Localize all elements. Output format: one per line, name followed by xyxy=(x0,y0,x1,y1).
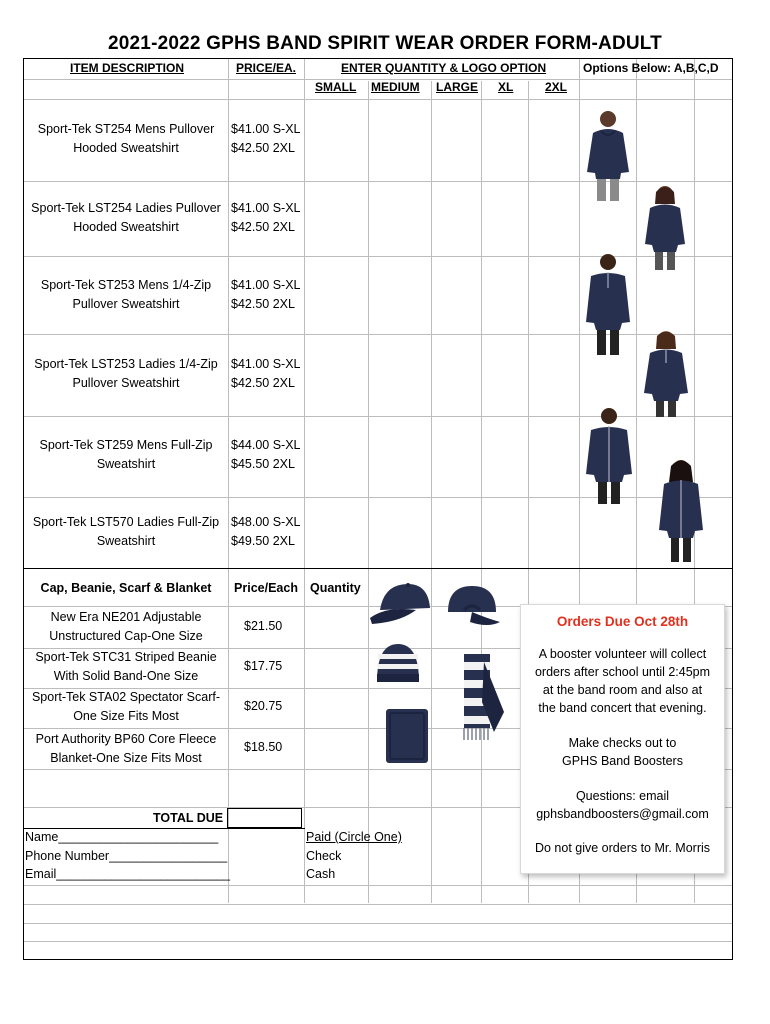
accessory-item-description xyxy=(24,648,228,686)
ladies-quarter-zip-photo xyxy=(640,327,692,417)
header-size-medium: MEDIUM xyxy=(371,80,420,94)
item-name-line2: One Size Fits Most xyxy=(73,709,179,723)
item-name-line2: Sweatshirt xyxy=(96,457,156,471)
header-size-large: LARGE xyxy=(436,80,478,94)
item-name-line2: Pullover Sweatshirt xyxy=(72,297,180,311)
page-title: 2021-2022 GPHS BAND SPIRIT WEAR ORDER FORM-ADULT xyxy=(108,33,662,54)
mens-full-zip-photo xyxy=(583,404,635,504)
notice-line: Make checks out to xyxy=(568,736,677,750)
accessory-price: $17.75 xyxy=(244,659,283,673)
accessories-header-quantity: Quantity xyxy=(310,581,361,595)
payment-option-check[interactable]: Check xyxy=(306,849,342,863)
apparel-item-description xyxy=(24,436,228,474)
header-size-2xl: 2XL xyxy=(545,80,568,94)
apparel-item-description xyxy=(24,513,228,551)
price-s-xl: $48.00 S-XL xyxy=(231,515,301,529)
item-name-line1: Port Authority BP60 Core Fleece xyxy=(35,732,217,746)
price-s-xl: $41.00 S-XL xyxy=(231,357,301,371)
order-notice xyxy=(520,604,725,874)
item-name-line1: Sport-Tek LST253 Ladies 1/4-Zip xyxy=(34,357,218,371)
accessory-item-description xyxy=(24,730,228,768)
item-name-line1: New Era NE201 Adjustable xyxy=(50,610,202,624)
apparel-price xyxy=(231,199,301,237)
item-name-line2: Hooded Sweatshirt xyxy=(73,220,179,234)
accessory-item-description xyxy=(24,608,228,646)
item-name-line1: Sport-Tek ST254 Mens Pullover xyxy=(37,122,215,136)
item-name-line1: Sport-Tek LST570 Ladies Full-Zip xyxy=(32,515,220,529)
price-s-xl: $41.00 S-XL xyxy=(231,201,301,215)
price-2xl: $42.50 2XL xyxy=(231,141,295,155)
mens-pullover-hoodie-photo xyxy=(583,107,633,202)
item-name-line1: Sport-Tek STA02 Spectator Scarf- xyxy=(31,690,221,704)
ladies-full-zip-photo xyxy=(655,456,707,562)
item-name-line1: Sport-Tek LST254 Ladies Pullover xyxy=(31,201,221,215)
name-field[interactable]: Name_______________________ xyxy=(25,830,219,844)
accessory-price: $21.50 xyxy=(244,619,283,633)
item-name-line1: Sport-Tek ST253 Mens 1/4-Zip xyxy=(40,278,212,292)
header-price-each: PRICE/EA. xyxy=(236,61,297,75)
total-due-label: TOTAL DUE xyxy=(153,811,224,825)
apparel-item-description xyxy=(24,276,228,314)
price-s-xl: $41.00 S-XL xyxy=(231,278,301,292)
item-name-line2: Sweatshirt xyxy=(96,534,156,548)
striped-beanie-photo xyxy=(373,640,423,686)
item-name-line1: Sport-Tek STC31 Striped Beanie xyxy=(35,650,217,664)
apparel-item-description xyxy=(24,120,228,158)
price-2xl: $42.50 2XL xyxy=(231,220,295,234)
apparel-price xyxy=(231,120,301,158)
ladies-pullover-hoodie-photo xyxy=(640,182,690,270)
notice-line: at the band room and also at xyxy=(542,683,703,697)
header-enter-quantity: ENTER QUANTITY & LOGO OPTION xyxy=(341,61,547,75)
item-name-line2: With Solid Band-One Size xyxy=(53,669,199,683)
notice-line: orders after school until 2:45pm xyxy=(534,665,711,679)
item-name-line1: Sport-Tek ST259 Mens Full-Zip xyxy=(39,438,213,452)
notice-line: A booster volunteer will collect xyxy=(538,647,707,661)
price-s-xl: $44.00 S-XL xyxy=(231,438,301,452)
header-options: Options Below: A,B,C,D xyxy=(583,61,719,75)
orders-due-heading: Orders Due Oct 28th xyxy=(556,614,689,629)
spectator-scarf-photo xyxy=(456,652,508,742)
accessories-header-item: Cap, Beanie, Scarf & Blanket xyxy=(40,581,212,595)
price-2xl: $49.50 2XL xyxy=(231,534,295,548)
mens-quarter-zip-photo xyxy=(583,250,633,355)
notice-line: Questions: email xyxy=(575,789,670,803)
apparel-item-description xyxy=(24,199,228,237)
total-due-box[interactable] xyxy=(227,808,302,828)
accessory-price: $20.75 xyxy=(244,699,283,713)
cap-front-photo xyxy=(366,580,442,630)
email-field[interactable]: Email_________________________ xyxy=(25,867,231,881)
phone-field[interactable]: Phone Number_________________ xyxy=(25,849,228,863)
apparel-price xyxy=(231,355,301,393)
item-name-line2: Blanket-One Size Fits Most xyxy=(50,751,202,765)
item-name-line2: Hooded Sweatshirt xyxy=(73,141,179,155)
apparel-item-description xyxy=(24,355,228,393)
price-2xl: $45.50 2XL xyxy=(231,457,295,471)
notice-line: Do not give orders to Mr. Morris xyxy=(534,841,711,855)
item-name-line2: Pullover Sweatshirt xyxy=(72,376,180,390)
notice-line: GPHS Band Boosters xyxy=(562,754,683,768)
accessories-header-price: Price/Each xyxy=(234,581,298,595)
payment-option-cash[interactable]: Cash xyxy=(306,867,336,881)
apparel-price xyxy=(231,436,301,474)
header-size-small: SMALL xyxy=(315,80,357,94)
header-item-description: ITEM DESCRIPTION xyxy=(70,61,185,75)
price-2xl: $42.50 2XL xyxy=(231,376,295,390)
contact-email: gphsbandboosters@gmail.com xyxy=(536,807,709,821)
cap-back-photo xyxy=(442,582,502,630)
item-name-line2: Unstructured Cap-One Size xyxy=(49,629,203,643)
apparel-price xyxy=(231,276,301,314)
accessory-item-description xyxy=(24,688,228,726)
price-s-xl: $41.00 S-XL xyxy=(231,122,301,136)
price-2xl: $42.50 2XL xyxy=(231,297,295,311)
notice-line: the band concert that evening. xyxy=(538,701,707,715)
fleece-blanket-photo xyxy=(382,705,432,767)
accessory-price: $18.50 xyxy=(244,740,283,754)
apparel-price xyxy=(231,513,301,551)
paid-label: Paid (Circle One) xyxy=(306,830,402,844)
header-size-xl: XL xyxy=(498,80,514,94)
